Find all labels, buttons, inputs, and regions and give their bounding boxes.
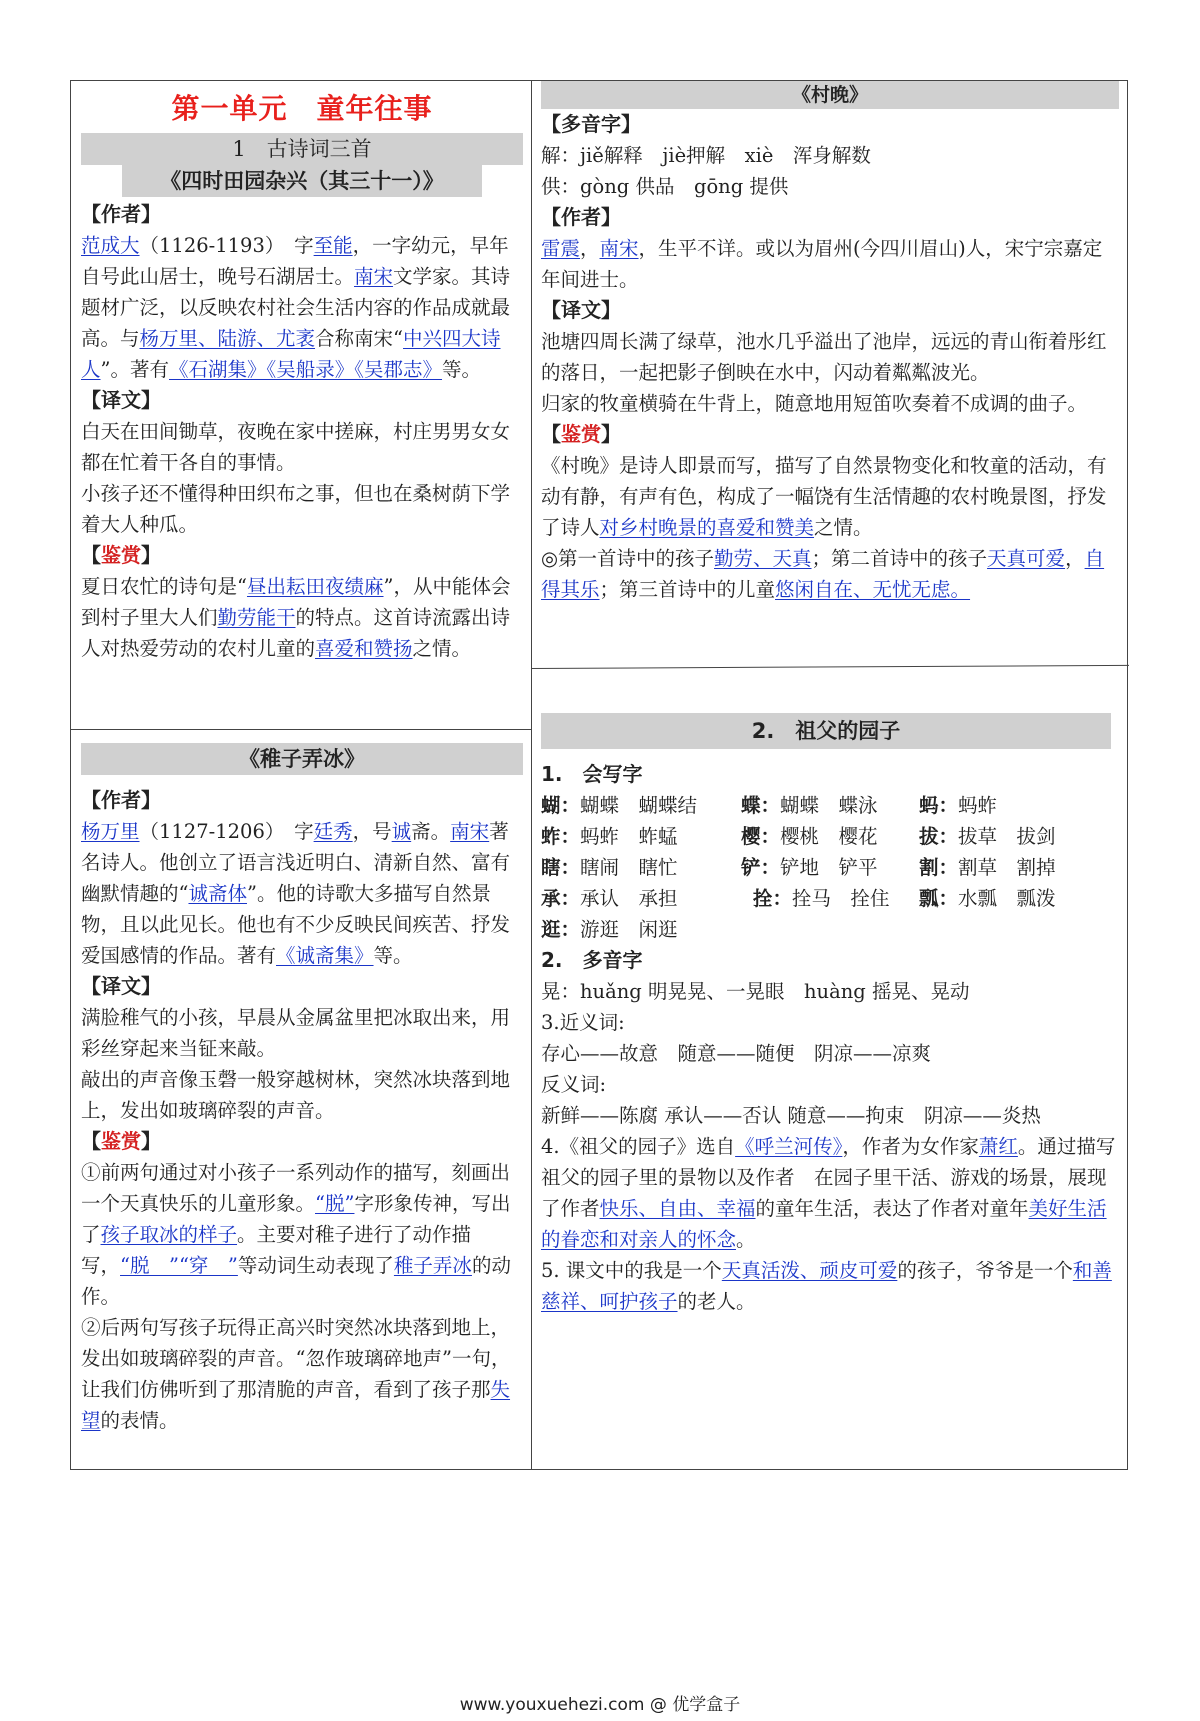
vocab-grid <box>541 790 1119 945</box>
vocab-item: 承：承认 承担 <box>541 887 678 910</box>
poem3-duoyin-2: 供：gòng 供品 gōng 提供 <box>541 175 789 198</box>
poem1-author-heading: 【作者】 <box>81 202 161 226</box>
poem3-duoyin-1: 解：jiě解释 jiè押解 xiè 浑身解数 <box>541 144 871 167</box>
notes-sheet <box>70 80 1128 1470</box>
poem3-yiwen-heading: 【译文】 <box>541 298 621 322</box>
keyword-link[interactable]: 天真可爱 <box>987 547 1066 570</box>
keyword-link[interactable]: 昼出耘田夜绩麻 <box>246 575 384 598</box>
poem1-title: 《四时田园杂兴（其三十一）》 <box>122 165 482 197</box>
poem3-jianshang: 《村晚》是诗人即景而写，描写了自然景物变化和牧童的活动，有动有静，有声有色，构成了一幅饶有生活情趣的农村晚景图，抒发了诗人对乡村晚景的喜爱和赞美之情。 <box>541 454 1107 539</box>
poem2-yiwen-line1: 满脸稚气的小孩，早晨从金属盆里把冰取出来，用彩丝穿起来当钲来敲。 <box>81 1006 511 1060</box>
lesson2-s1-heading: 1. 会写字 <box>541 762 643 786</box>
lesson2-jinyi: 存心——故意 随意——随便 阴凉——凉爽 <box>541 1042 932 1065</box>
keyword-link[interactable]: “脱” <box>315 1192 355 1215</box>
poem3-title: 《村晚》 <box>541 81 1119 109</box>
left-section-divider <box>71 729 531 730</box>
poem1-yiwen-heading: 【译文】 <box>81 388 161 412</box>
poem2-jianshang-heading: 【鉴赏】 <box>81 1129 161 1153</box>
keyword-link[interactable]: 诚斋体 <box>188 882 247 905</box>
poem3-author: 雷震，南宋，生平不详。或以为眉州(今四川眉山)人，宋宁宗嘉定年间进士。 <box>541 237 1103 291</box>
keyword-link[interactable]: 杨万里、陆游、尤袤 <box>139 327 316 350</box>
poem1-jianshang-heading: 【鉴赏】 <box>81 543 161 567</box>
poem2-jianshang1: ①前两句通过对小孩子一系列动作的描写，刻画出一个天真快乐的儿童形象。“脱”字形象传神，写出了孩子取冰的样子。主要对稚子进行了动作描写，“脱 ”“穿 ”等动词生动表现了稚子弄冰的动作。 <box>81 1161 511 1308</box>
poem2-title: 《稚子弄冰》 <box>81 743 523 775</box>
poem1-yiwen-line1: 白天在田间锄草，夜晚在家中搓麻，村庄男男女女都在忙着干各自的事情。 <box>81 420 511 474</box>
keyword-link[interactable]: 美好生活的眷恋和对亲人的怀念 <box>541 1197 1107 1251</box>
right-section-divider <box>531 665 1129 669</box>
keyword-link[interactable]: “脱 ”“穿 ” <box>120 1254 238 1277</box>
footer-watermark: www.youxuehezi.com @ 优学盒子 <box>459 1695 741 1715</box>
keyword-link[interactable]: 失望 <box>81 1378 511 1432</box>
poem2-jianshang2: ②后两句写孩子玩得正高兴时突然冰块落到地上，发出如玻璃碎裂的声音。“忽作玻璃碎地声”一句，让我们仿佛听到了那清脆的声音，看到了孩子那失望的表情。 <box>81 1316 511 1432</box>
poem2-author-heading: 【作者】 <box>81 788 161 812</box>
keyword-link[interactable]: 南宋 <box>599 237 639 260</box>
column-divider <box>531 81 532 1469</box>
poem2-yiwen-heading: 【译文】 <box>81 974 161 998</box>
keyword-link[interactable]: 至能 <box>313 234 353 257</box>
lesson2-p5: 5. 课文中的我是一个天真活泼、顽皮可爱的孩子，爷爷是一个和善慈祥、呵护孩子的老人。 <box>541 1259 1112 1313</box>
vocab-item: 逛：游逛 闲逛 <box>541 918 678 941</box>
keyword-link[interactable]: 南宋 <box>354 265 394 288</box>
keyword-link[interactable]: 南宋 <box>450 820 490 843</box>
poem1-author: 范成大（1126-1193） 字至能，一字幼元，早年自号此山居士，晚号石湖居士。南宋文学家。其诗题材广泛，以反映农村社会生活内容的作品成就最高。与杨万里、陆游、尤袤合称南宋“中兴四大诗人”。著有《石湖集》《吴船录》《吴郡志》等。 <box>81 234 511 381</box>
lesson2-title: 2. 祖父的园子 <box>541 713 1111 749</box>
poem3-yiwen-1: 池塘四周长满了绿草，池水几乎溢出了池岸，远远的青山衔着彤红的落日，一起把影子倒映在水中，闪动着粼粼波光。 <box>541 330 1107 384</box>
left-column-top <box>81 81 523 664</box>
unit-title: 第一单元 童年往事 <box>171 92 433 125</box>
poem3-yiwen-2: 归家的牧童横骑在牛背上，随意地用短笛吹奏着不成调的曲子。 <box>541 392 1088 415</box>
vocab-item: 樱：樱桃 樱花 <box>741 825 878 848</box>
keyword-link[interactable]: 稚子弄冰 <box>393 1254 472 1277</box>
keyword-link[interactable]: 悠闲自在、无忧无虑。 <box>775 578 971 601</box>
vocab-item: 拴：拴马 拴住 <box>753 887 890 910</box>
left-column-bottom <box>81 743 523 1436</box>
poem3-jianshang-heading: 【鉴赏】 <box>541 422 621 446</box>
lesson2-duoyin: 晃：huǎng 明晃晃、一晃眼 huàng 摇晃、晃动 <box>541 980 970 1003</box>
keyword-link[interactable]: 自得其乐 <box>541 547 1105 601</box>
right-column-top <box>541 81 1119 605</box>
poem2-yiwen-line2: 敲出的声音像玉磬一般穿越树林，突然冰块落到地上，发出如玻璃碎裂的声音。 <box>81 1068 511 1122</box>
poem3-duoyin-heading: 【多音字】 <box>541 112 641 136</box>
keyword-link[interactable]: 《诚斋集》 <box>276 944 374 967</box>
vocab-item: 蚂：蚂蚱 <box>919 794 998 817</box>
keyword-link[interactable]: 喜爱和赞扬 <box>315 637 413 660</box>
vocab-item: 蝴：蝴蝶 蝴蝶结 <box>541 794 698 817</box>
keyword-link[interactable]: 《石湖集》《吴船录》《吴郡志》 <box>169 358 443 381</box>
keyword-link[interactable]: 诚 <box>391 820 412 843</box>
poem1-yiwen-line2: 小孩子还不懂得种田织布之事，但也在桑树荫下学着大人种瓜。 <box>81 482 511 536</box>
keyword-link[interactable]: 廷秀 <box>313 820 353 843</box>
poem2-author-link[interactable]: 杨万里 <box>81 820 140 843</box>
vocab-item: 割：割草 割掉 <box>919 856 1056 879</box>
poem3-author-link[interactable]: 雷震 <box>541 237 581 260</box>
keyword-link[interactable]: 和善慈祥、呵护孩子 <box>541 1259 1112 1313</box>
vocab-item: 瞎：瞎闹 瞎忙 <box>541 856 678 879</box>
poems-summary: ◎第一首诗中的孩子勤劳、天真；第二首诗中的孩子天真可爱，自得其乐；第三首诗中的儿童悠闲自在、无忧无虑。 <box>541 547 1105 601</box>
vocab-item: 瓢：水瓢 瓢泼 <box>919 887 1056 910</box>
keyword-link[interactable]: 天真活泼、顽皮可爱 <box>721 1259 898 1282</box>
poem3-author-heading: 【作者】 <box>541 205 621 229</box>
vocab-item: 拔：拔草 拔剑 <box>919 825 1056 848</box>
lesson-title: 1 古诗词三首 <box>81 133 523 165</box>
lesson2-s3-heading: 3.近义词: <box>541 1011 625 1034</box>
vocab-item: 蝶：蝴蝶 蝶泳 <box>741 794 878 817</box>
lesson2-s2-heading: 2. 多音字 <box>541 948 643 972</box>
keyword-link[interactable]: 勤劳能干 <box>217 606 296 629</box>
keyword-link[interactable]: 快乐、自由、幸福 <box>599 1197 756 1220</box>
right-column-bottom <box>541 713 1119 1317</box>
poem1-jianshang: 夏日农忙的诗句是“昼出耘田夜绩麻”，从中能体会到村子里大人们勤劳能干的特点。这首诗流露出诗人对热爱劳动的农村儿童的喜爱和赞扬之情。 <box>81 575 511 660</box>
lesson2-fanyi: 新鲜——陈腐 承认——否认 随意——拘束 阴凉——炎热 <box>541 1104 1041 1127</box>
poem1-author-link[interactable]: 范成大 <box>81 234 140 257</box>
keyword-link[interactable]: 勤劳、天真 <box>714 547 812 570</box>
vocab-item: 蚱：蚂蚱 蚱蜢 <box>541 825 678 848</box>
keyword-link[interactable]: 孩子取冰的样子 <box>100 1223 238 1246</box>
keyword-link[interactable]: 萧红 <box>978 1135 1018 1158</box>
vocab-item: 铲：铲地 铲平 <box>741 856 878 879</box>
keyword-link[interactable]: 对乡村晚景的喜爱和赞美 <box>599 516 815 539</box>
lesson2-p4: 4.《祖父的园子》选自《呼兰河传》，作者为女作家萧红。通过描写祖父的园子里的景物以及作者 在园子里干活、游戏的场景，展现了作者快乐、自由、幸福的童年生活，表达了作者对童年美好生活的眷恋和对亲人的怀念。 <box>541 1135 1116 1251</box>
keyword-link[interactable]: 《呼兰河传》 <box>735 1135 843 1158</box>
keyword-link[interactable]: 中兴四大诗人 <box>81 327 501 381</box>
poem2-author: 杨万里（1127-1206） 字廷秀，号诚斋。南宋著名诗人。他创立了语言浅近明白、清新自然、富有幽默情趣的“诚斋体”。他的诗歌大多描写自然景物，且以此见长。他也有不少反映民间疾苦、抒发爱国感情的作品。著有《诚斋集》等。 <box>81 820 511 967</box>
lesson2-s3b-heading: 反义词: <box>541 1073 607 1096</box>
